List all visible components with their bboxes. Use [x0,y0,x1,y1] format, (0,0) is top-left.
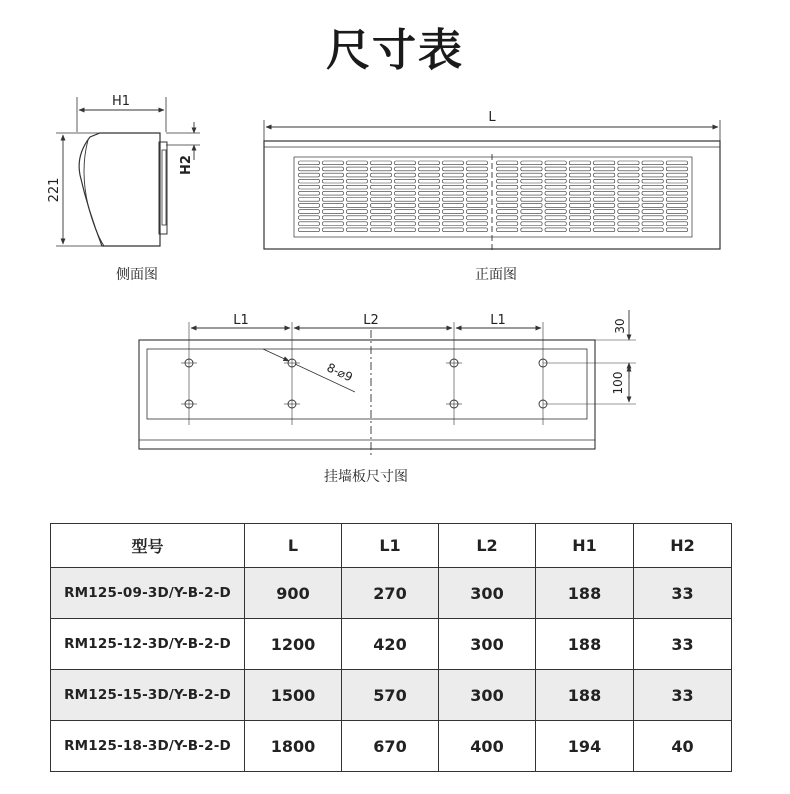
grille-slot [395,198,416,202]
grille-slot [467,228,488,232]
grille-slot [666,179,687,183]
grille-slot [521,198,542,202]
cell-l2: 300 [439,568,536,619]
height-label: 221 [47,177,62,203]
grille-slot [521,228,542,232]
grille-slot [545,161,566,165]
grille-slot [299,173,320,177]
grille-slot [569,179,590,183]
grille-slot [443,216,464,220]
cell-h2: 40 [634,721,732,772]
grille-slot [323,216,344,220]
grille-slots [299,161,688,232]
grille-slot [467,161,488,165]
grille-slot [299,222,320,226]
grille-slot [618,210,639,214]
grille-slot [618,228,639,232]
header-l1: L1 [342,524,439,568]
grille-slot [323,198,344,202]
grille-slot [618,179,639,183]
grille-slot [642,198,663,202]
l-label: L [488,110,496,125]
grille-slot [521,191,542,195]
grille-slot [395,179,416,183]
grille-slot [642,222,663,226]
grille-slot [497,161,518,165]
grille-slot [666,167,687,171]
cell-model: RM125-18-3D/Y-B-2-D [51,721,245,772]
grille-slot [419,191,440,195]
grille-slot [443,204,464,208]
table-row [51,670,732,721]
grille-slot [594,216,615,220]
cell-l2: 300 [439,619,536,670]
side-view-caption: 侧面图 [116,267,158,283]
grille-slot [618,222,639,226]
grille-slot [545,204,566,208]
cell-h1: 194 [536,721,634,772]
grille-slot [323,167,344,171]
grille-slot [594,204,615,208]
grille-slot [467,191,488,195]
grille-slot [347,173,368,177]
grille-slot [618,204,639,208]
header-l: L [245,524,342,568]
grille-slot [666,204,687,208]
grille-slot [618,167,639,171]
header-l2: L2 [439,524,536,568]
grille-slot [371,198,392,202]
grille-slot [371,179,392,183]
grille-slot [347,216,368,220]
grille-slot [497,179,518,183]
grille-slot [497,173,518,177]
grille-slot [443,173,464,177]
grille-slot [467,185,488,189]
grille-slot [618,191,639,195]
grille-slot [618,198,639,202]
grille-slot [347,167,368,171]
grille-slot [497,167,518,171]
grille-slot [299,161,320,165]
grille-slot [419,222,440,226]
grille-slot [666,185,687,189]
grille-slot [594,167,615,171]
grille-slot [395,167,416,171]
grille-slot [594,198,615,202]
grille-slot [395,185,416,189]
grille-slot [467,167,488,171]
cell-h2: 33 [634,619,732,670]
grille-slot [521,210,542,214]
grille-slot [569,222,590,226]
grille-slot [347,161,368,165]
grille-slot [467,198,488,202]
grille-slot [371,222,392,226]
header-model: 型号 [51,524,245,568]
grille-slot [443,161,464,165]
grille-slot [594,185,615,189]
grille-slot [395,161,416,165]
grille-slot [299,191,320,195]
grille-slot [642,204,663,208]
grille-slot [569,216,590,220]
grille-slot [371,216,392,220]
cell-l: 1800 [245,721,342,772]
grille-slot [347,228,368,232]
grille-slot [642,185,663,189]
grille-slot [395,210,416,214]
table-header-row [51,524,732,568]
grille-slot [347,222,368,226]
grille-slot [323,204,344,208]
grille-slot [419,173,440,177]
grille-slot [642,173,663,177]
grille-slot [521,173,542,177]
grille-slot [569,198,590,202]
grille-slot [371,204,392,208]
grille-slot [395,222,416,226]
grille-slot [594,161,615,165]
grille-slot [497,191,518,195]
grille-slot [347,185,368,189]
cell-l: 1500 [245,670,342,721]
cell-l1: 570 [342,670,439,721]
cell-l1: 670 [342,721,439,772]
cell-h1: 188 [536,670,634,721]
grille-slot [323,179,344,183]
grille-slot [419,198,440,202]
grille-slot [347,179,368,183]
grille-slot [443,210,464,214]
grille-slot [299,179,320,183]
grille-slot [443,198,464,202]
cell-model: RM125-09-3D/Y-B-2-D [51,568,245,619]
grille-slot [443,222,464,226]
table-row [51,619,732,670]
grille-slot [347,198,368,202]
grille-slot [642,167,663,171]
dimension-table [50,523,732,772]
grille-slot [419,216,440,220]
l2-label: L2 [363,313,379,328]
grille-slot [594,222,615,226]
grille-slot [371,185,392,189]
grille-slot [299,210,320,214]
grille-slot [569,167,590,171]
grille-slot [497,228,518,232]
grille-slot [467,179,488,183]
grille-slot [545,185,566,189]
cell-l2: 300 [439,670,536,721]
cell-l: 1200 [245,619,342,670]
grille-slot [569,161,590,165]
grille-slot [371,173,392,177]
grille-slot [395,173,416,177]
header-h2: H2 [634,524,732,568]
wall-plate-caption: 挂墙板尺寸图 [324,469,408,485]
grille-slot [521,185,542,189]
cell-h1: 188 [536,568,634,619]
grille-slot [642,216,663,220]
grille-slot [299,167,320,171]
grille-slot [666,210,687,214]
l1-right-label: L1 [490,313,506,328]
grille-slot [521,179,542,183]
grille-slot [395,216,416,220]
grille-slot [497,198,518,202]
grille-slot [419,179,440,183]
grille-slot [521,222,542,226]
grille-slot [545,222,566,226]
grille-slot [323,228,344,232]
h2-label: H2 [179,155,194,175]
grille-slot [467,216,488,220]
grille-slot [545,210,566,214]
table-row [51,721,732,772]
grille-slot [642,161,663,165]
grille-slot [323,161,344,165]
grille-slot [395,191,416,195]
grille-slot [443,228,464,232]
grille-slot [497,216,518,220]
top-offset-label: 30 [613,318,627,334]
grille-slot [395,228,416,232]
grille-slot [419,204,440,208]
grille-slot [497,185,518,189]
cell-l: 900 [245,568,342,619]
mounting-holes [181,359,547,408]
l1-left-label: L1 [233,313,249,328]
grille-slot [666,173,687,177]
grille-slot [347,191,368,195]
grille-slot [443,191,464,195]
grille-slot [594,179,615,183]
grille-slot [569,210,590,214]
table-row [51,568,732,619]
grille-slot [666,161,687,165]
grille-slot [443,185,464,189]
grille-slot [299,198,320,202]
grille-slot [467,173,488,177]
grille-slot [569,204,590,208]
spacing-label: 100 [611,371,625,395]
grille-slot [299,204,320,208]
grille-slot [299,228,320,232]
grille-slot [642,210,663,214]
grille-slot [521,161,542,165]
grille-slot [371,210,392,214]
grille-slot [545,228,566,232]
grille-slot [371,167,392,171]
grille-slot [545,173,566,177]
grille-slot [545,198,566,202]
wall-plate [139,310,636,458]
grille-slot [666,191,687,195]
grille-slot [569,173,590,177]
grille-slot [419,228,440,232]
grille-slot [371,161,392,165]
grille-slot [497,204,518,208]
grille-slot [666,198,687,202]
grille-slot [467,222,488,226]
grille-slot [347,204,368,208]
grille-slot [323,222,344,226]
grille-slot [497,222,518,226]
grille-slot [642,179,663,183]
grille-slot [545,179,566,183]
grille-slot [642,228,663,232]
grille-slot [299,185,320,189]
grille-slot [545,167,566,171]
grille-slot [594,228,615,232]
hole-note: 8-⌀9 [324,360,355,385]
front-view-caption: 正面图 [475,267,517,283]
grille-slot [419,185,440,189]
header-h1: H1 [536,524,634,568]
grille-slot [666,228,687,232]
grille-slot [299,216,320,220]
grille-slot [521,167,542,171]
grille-slot [545,216,566,220]
grille-slot [467,204,488,208]
grille-slot [618,173,639,177]
grille-slot [347,210,368,214]
grille-slot [419,210,440,214]
grille-slot [443,179,464,183]
grille-slot [594,173,615,177]
grille-slot [497,210,518,214]
grille-slot [521,216,542,220]
grille-slot [323,173,344,177]
grille-slot [371,191,392,195]
grille-slot [395,204,416,208]
front-view [264,120,720,252]
grille-slot [323,210,344,214]
grille-slot [521,204,542,208]
grille-slot [323,191,344,195]
page-title: 尺寸表 [326,25,464,76]
grille-slot [594,210,615,214]
grille-slot [569,185,590,189]
grille-slot [569,228,590,232]
grille-slot [666,216,687,220]
grille-slot [642,191,663,195]
cell-l1: 420 [342,619,439,670]
grille-slot [569,191,590,195]
grille-slot [467,210,488,214]
grille-slot [618,185,639,189]
cell-l2: 400 [439,721,536,772]
grille-slot [618,161,639,165]
grille-slot [545,191,566,195]
grille-slot [594,191,615,195]
cell-model: RM125-12-3D/Y-B-2-D [51,619,245,670]
cell-h1: 188 [536,619,634,670]
grille-slot [323,185,344,189]
cell-l1: 270 [342,568,439,619]
cell-h2: 33 [634,568,732,619]
grille-slot [371,228,392,232]
h1-label: H1 [111,94,131,109]
grille-slot [618,216,639,220]
cell-model: RM125-15-3D/Y-B-2-D [51,670,245,721]
grille-slot [419,167,440,171]
grille-slot [443,167,464,171]
cell-h2: 33 [634,670,732,721]
grille-slot [666,222,687,226]
grille-slot [419,161,440,165]
